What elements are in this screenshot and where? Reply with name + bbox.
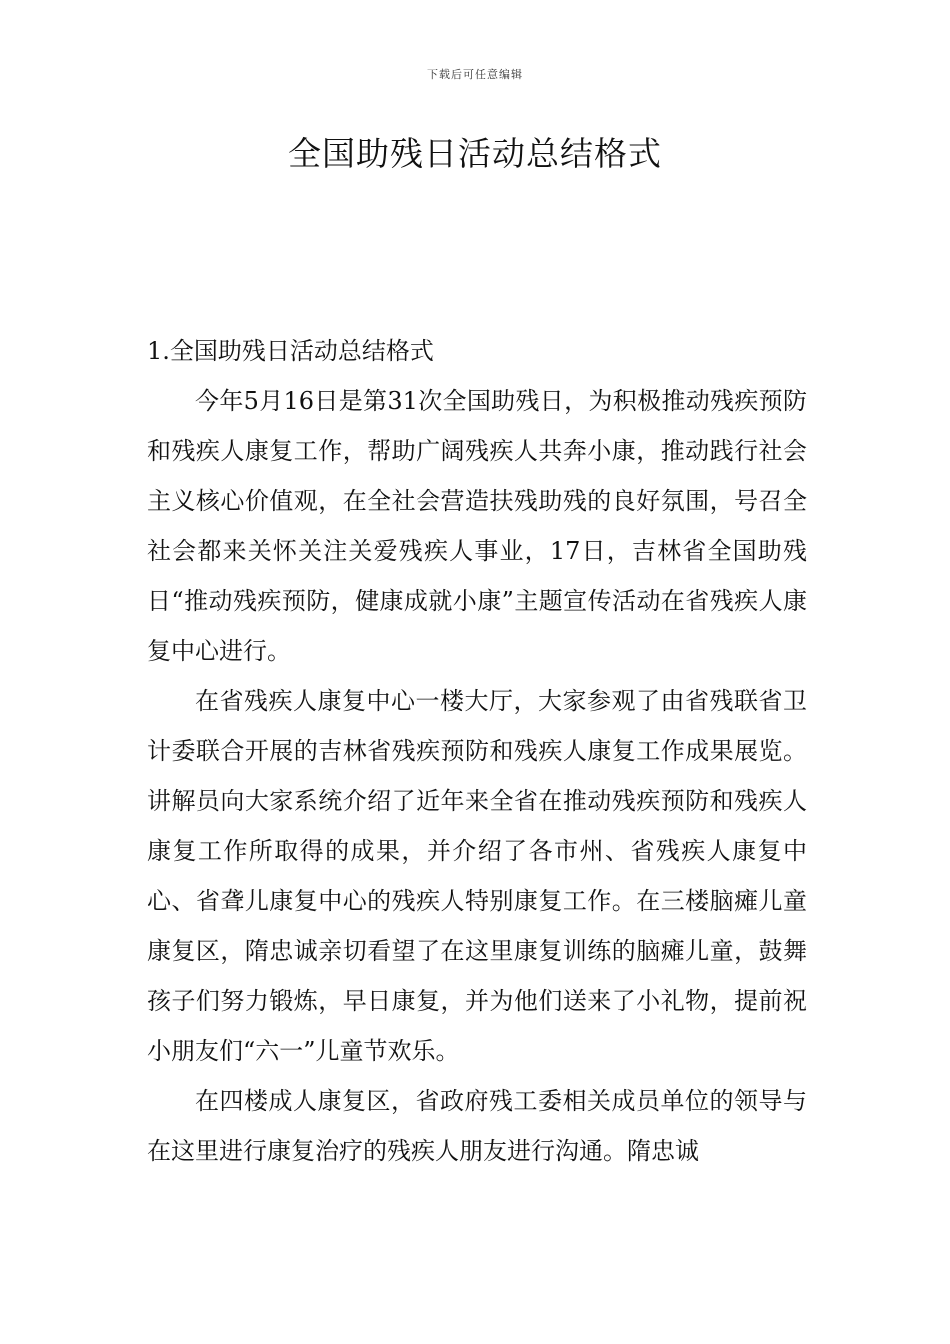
paragraph-3: 在四楼成人康复区，省政府残工委相关成员单位的领导与在这里进行康复治疗的残疾人朋友进行沟通。隋忠诚 [147, 1087, 807, 1165]
document-title: 全国助残日活动总结格式 [288, 134, 662, 173]
document-body [147, 326, 807, 1176]
section-heading: 1.全国助残日活动总结格式 [147, 337, 434, 365]
paragraph-2: 在省残疾人康复中心一楼大厅，大家参观了由省残联省卫计委联合开展的吉林省残疾预防和残疾人康复工作成果展览。讲解员向大家系统介绍了近年来全省在推动残疾预防和残疾人康复工作所取得的成果，并介绍了各市州、省残疾人康复中心、省聋儿康复中心的残疾人特别康复工作。在三楼脑瘫儿童康复区，隋忠诚亲切看望了在这里康复训练的脑瘫儿童，鼓舞孩子们努力锻炼，早日康复，并为他们送来了小礼物，提前祝小朋友们“六一”儿童节欢乐。 [147, 687, 807, 1065]
paragraph-1: 今年5月16日是第31次全国助残日，为积极推动残疾预防和残疾人康复工作，帮助广阔残疾人共奔小康，推动践行社会主义核心价值观，在全社会营造扶残助残的良好氛围，号召全社会都来关怀关注关爱残疾人事业，17日，吉林省全国助残日“推动残疾预防，健康成就小康”主题宣传活动在省残疾人康复中心进行。 [147, 387, 807, 665]
header-note: 下载后可任意编辑 [427, 68, 523, 81]
